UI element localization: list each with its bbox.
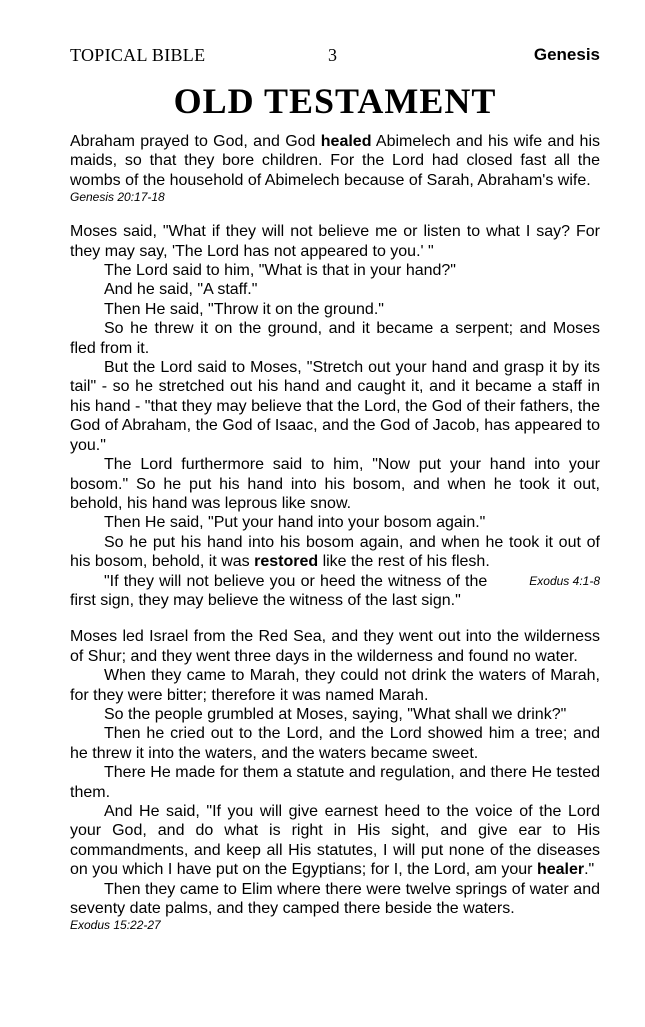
scripture-reference: Exodus 15:22-27 <box>70 918 161 933</box>
paragraph <box>70 802 600 880</box>
text-run: Abimelech and his wife and his maids, so that they bore children. For the Lord had closed fast all the wombs of the household of Abimelech because of Sarah, Abraham's wife. <box>70 133 601 189</box>
paragraph: Then he cried out to the Lord, and the Lord showed him a tree; and he threw it into the waters, and the waters became sweet. <box>70 725 600 762</box>
paragraph: When they came to Marah, they could not drink the waters of Marah, for they were bitter; therefore it was named Marah. <box>70 667 600 704</box>
scripture-reference: Exodus 4:1-8 <box>529 573 600 588</box>
paragraph: But the Lord said to Moses, "Stretch out your hand and grasp it by its tail" - so he stretched out his hand and caught it, and it became a staff in his hand - "that they may believe that the Lord, the God of their fathers, the God of Abraham, the God of Isaac, and the God of Jacob, has appeared to you." <box>70 359 600 454</box>
book-title: TOPICAL BIBLE <box>70 45 206 65</box>
passage-genesis <box>70 132 600 205</box>
page-title: OLD TESTAMENT <box>173 81 497 121</box>
passage-list <box>70 132 600 950</box>
paragraph: Then they came to Elim where there were twelve springs of water and seventy date palms, and they camped there beside the waters. <box>70 880 600 918</box>
paragraph <box>70 533 600 572</box>
scripture-reference: Genesis 20:17-18 <box>70 190 165 205</box>
text-run: "If they will not believe you or heed the witness of the first sign, they may believe the witness of the last sign." <box>70 572 488 609</box>
text-run: Abraham prayed to God, and God <box>70 133 321 150</box>
text-run: ." <box>584 861 595 879</box>
paragraph: So the people grumbled at Moses, saying, "What shall we drink?" <box>104 705 567 723</box>
text-run: So he put his hand into his bosom again, and when he took it out of his bosom, behold, it was <box>70 533 600 571</box>
running-header <box>70 45 600 67</box>
paragraph <box>70 572 600 611</box>
paragraph: The Lord furthermore said to him, "Now put your hand into your bosom." So he put his hand into his bosom, and when he took it out, behold, his hand was leprous like snow. <box>70 456 600 512</box>
paragraph: There He made for them a statute and regulation, and there He tested them. <box>70 764 600 801</box>
paragraph: Moses said, "What if they will not believe me or listen to what I say? For they may say, 'The Lord has not appeared to you.' " <box>70 223 600 260</box>
paragraph: Then He said, "Put your hand into your bosom again." <box>104 514 486 532</box>
paragraph: Then He said, "Throw it on the ground." <box>104 300 384 318</box>
paragraph: Moses led Israel from the Red Sea, and they went out into the wilderness of Shur; and they went three days in the wilderness and found no water. <box>70 628 600 665</box>
paragraph: The Lord said to him, "What is that in your hand?" <box>104 262 456 280</box>
bible-page <box>70 0 600 1027</box>
paragraph <box>70 132 600 190</box>
section-name: Genesis <box>533 45 600 64</box>
text-run: like the rest of his flesh. <box>318 553 490 571</box>
passage-exodus-4 <box>70 222 600 610</box>
paragraph: So he threw it on the ground, and it became a serpent; and Moses fled from it. <box>70 320 600 357</box>
passage-exodus-15 <box>70 627 600 933</box>
paragraph: And he said, "A staff." <box>104 281 258 299</box>
text-run: And He said, "If you will give earnest heed to the voice of the Lord your God, and do what is right in His sight, and give ear to His commandments, and keep all His statutes, I will put none of the diseases on you which I have put on the Egyptians; for I, the Lord, am your <box>70 803 600 879</box>
highlighted-word: healed <box>320 133 372 150</box>
page-number: 3 <box>328 45 337 65</box>
highlighted-word: healer <box>536 861 585 879</box>
highlighted-word: restored <box>254 553 319 571</box>
